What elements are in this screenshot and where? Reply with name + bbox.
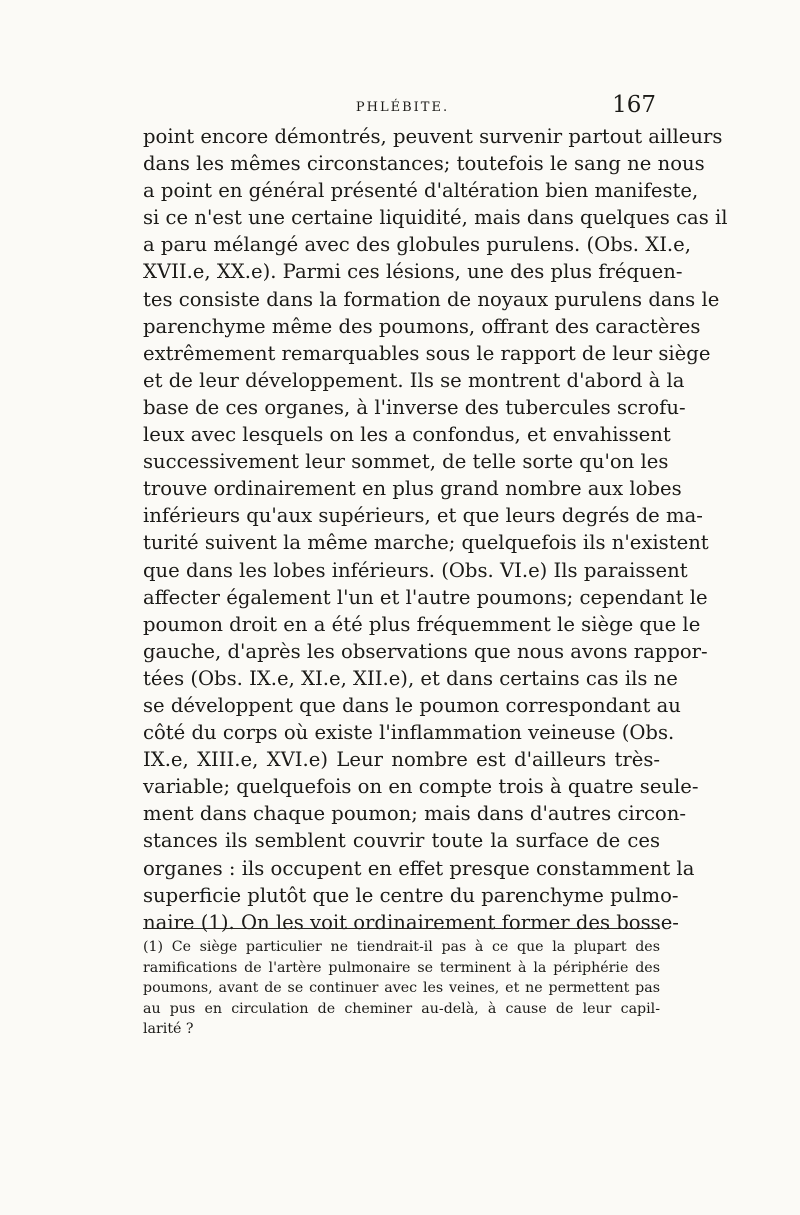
- text-line: stances ils semblent couvrir toute la surface de ces: [143, 829, 660, 853]
- running-head: [145, 92, 660, 122]
- text-line: extrêmement remarquables sous le rapport de leur siège: [143, 341, 711, 365]
- text-line: leux avec lesquels on les a confondus, et envahissent: [143, 423, 671, 447]
- footnote-rule: [143, 928, 660, 929]
- text-line: tes consiste dans la formation de noyaux purulens dans le: [143, 287, 720, 311]
- text-line: gauche, d'après les observations que nous avons rappor-: [143, 639, 708, 663]
- running-title: PHLÉBITE.: [355, 100, 450, 115]
- text-line: que dans les lobes inférieurs. (Obs. VI.e) Ils paraissent: [143, 558, 688, 582]
- text-line: IX.e, XIII.e, XVI.e) Leur nombre est d'ailleurs très-: [143, 748, 660, 772]
- text-line: ment dans chaque poumon; mais dans d'autres circon-: [143, 802, 686, 826]
- text-line: variable; quelquefois on en compte trois à quatre seule-: [143, 775, 699, 799]
- body-text: [143, 123, 728, 936]
- text-line: si ce n'est une certaine liquidité, mais dans quelques cas il: [143, 206, 728, 230]
- text-line: successivement leur sommet, de telle sorte qu'on les: [143, 450, 669, 474]
- text-line: turité suivent la même marche; quelquefois ils n'existent: [143, 531, 709, 555]
- text-line: dans les mêmes circonstances; toutefois le sang ne nous: [143, 152, 705, 176]
- text-line: affecter également l'un et l'autre poumons; cependant le: [143, 585, 708, 609]
- text-line: XVII.e, XX.e). Parmi ces lésions, une des plus fréquen-: [143, 260, 683, 284]
- text-line: a paru mélangé avec des globules purulens. (Obs. XI.e,: [143, 233, 691, 257]
- footnote-line: au pus en circulation de cheminer au-delà, à cause de leur capil-: [143, 1000, 660, 1017]
- footnote-line: (1) Ce siège particulier ne tiendrait-il pas à ce que la plupart des: [143, 939, 660, 955]
- text-line: poumon droit en a été plus fréquemment le siège que le: [143, 612, 701, 636]
- footnote-line: poumons, avant de se continuer avec les veines, et ne permettent pas: [143, 980, 660, 997]
- page-number: 167: [612, 92, 656, 118]
- footnote-line: larité ?: [143, 1021, 194, 1038]
- text-line: parenchyme même des poumons, offrant des caractères: [143, 314, 701, 338]
- text-line: et de leur développement. Ils se montrent d'abord à la: [143, 368, 685, 392]
- text-line: inférieurs qu'aux supérieurs, et que leurs degrés de ma-: [143, 504, 703, 528]
- text-line: tées (Obs. IX.e, XI.e, XII.e), et dans certains cas ils ne: [143, 666, 678, 690]
- text-line: trouve ordinairement en plus grand nombre aux lobes: [143, 477, 682, 501]
- text-line: côté du corps où existe l'inflammation veineuse (Obs.: [143, 721, 675, 745]
- footnote-line: ramifications de l'artère pulmonaire se terminent à la périphérie des: [143, 959, 660, 976]
- text-line: a point en général présenté d'altération bien manifeste,: [143, 179, 699, 203]
- text-line: superficie plutôt que le centre du parenchyme pulmo-: [143, 883, 679, 907]
- text-line: organes : ils occupent en effet presque constamment la: [143, 856, 695, 880]
- footnote: [143, 937, 660, 1040]
- text-line: base de ces organes, à l'inverse des tubercules scrofu-: [143, 395, 686, 419]
- text-line: point encore démontrés, peuvent survenir partout ailleurs: [143, 125, 723, 148]
- text-line: se développent que dans le poumon correspondant au: [143, 693, 681, 717]
- text-line: naire (1). On les voit ordinairement former des bosse-: [143, 910, 679, 934]
